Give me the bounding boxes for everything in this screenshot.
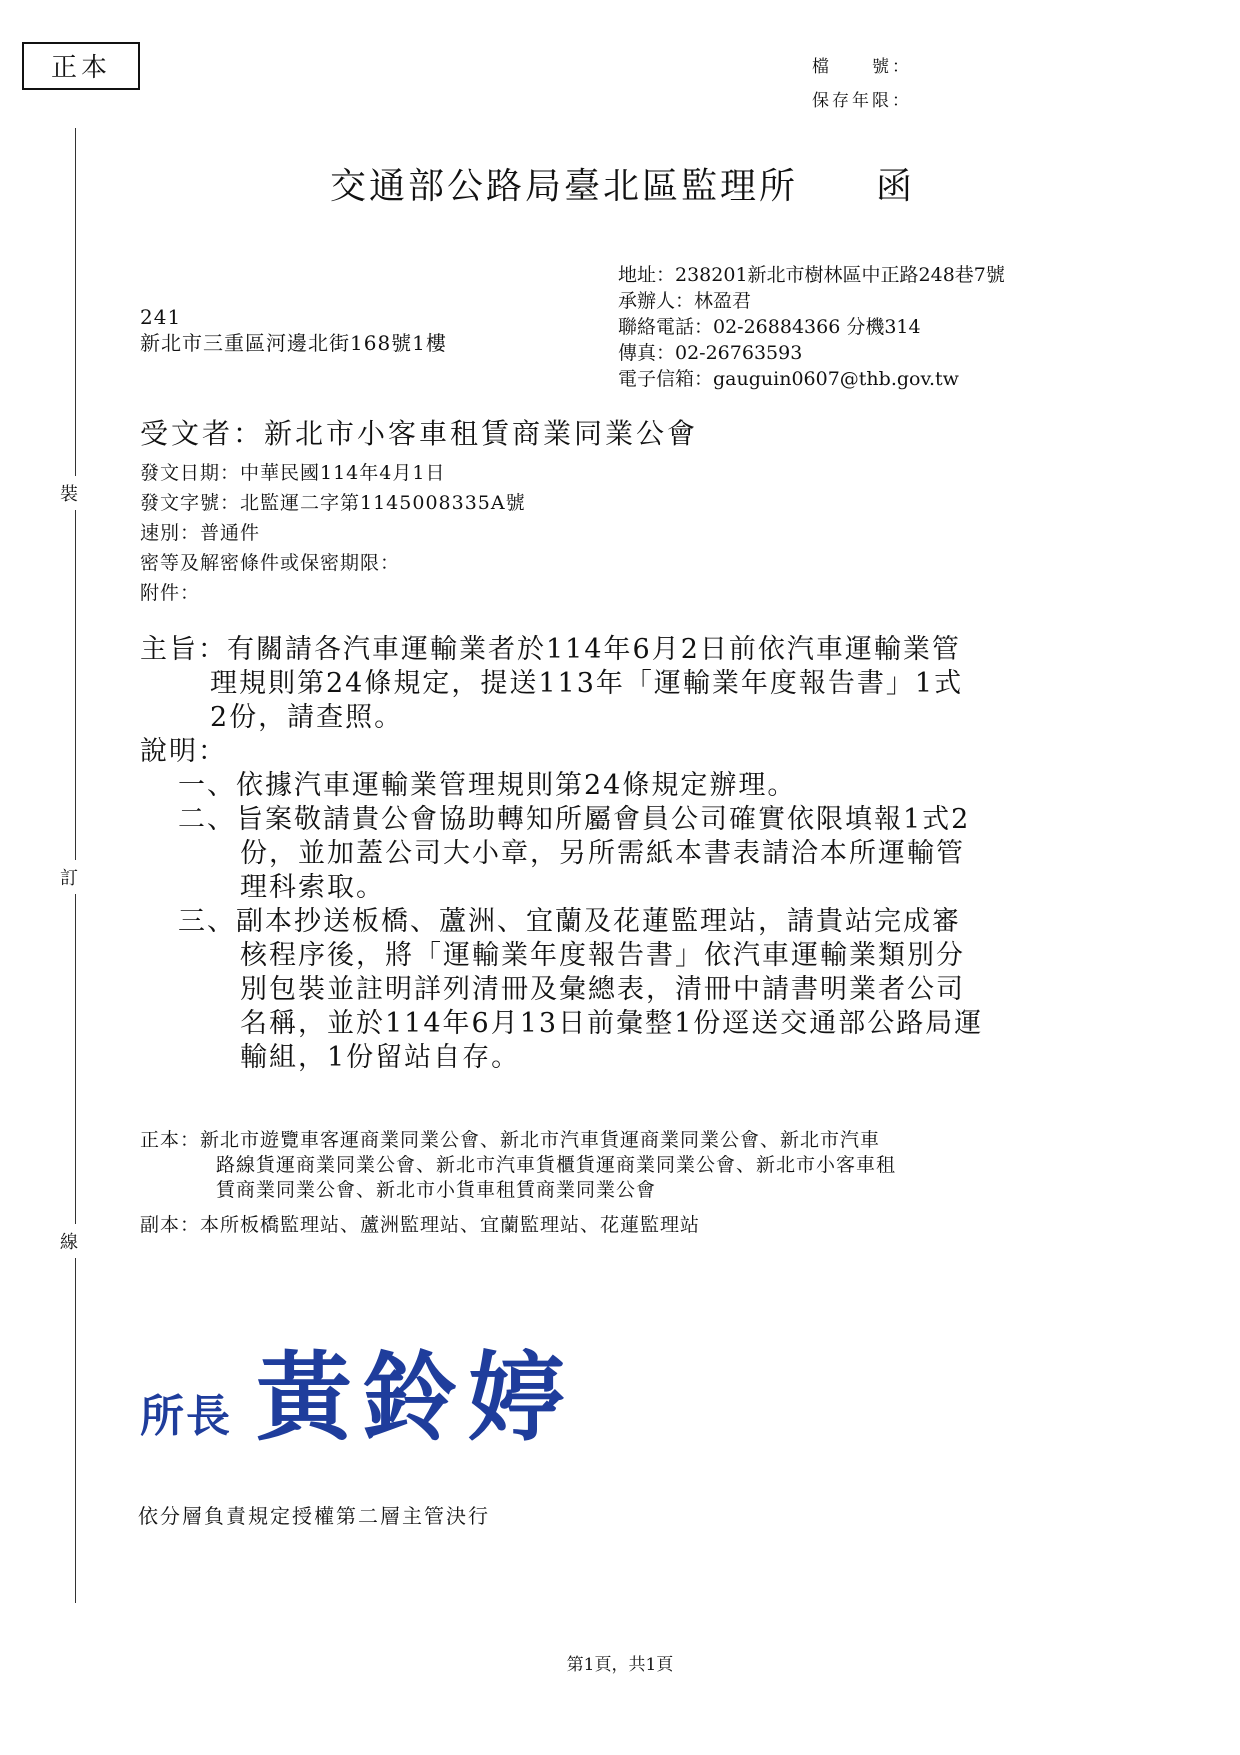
signature-title: 所長 — [140, 1391, 232, 1442]
issue-date: 發文日期：中華民國114年4月1日 — [140, 462, 446, 484]
explanation-item-2-cont: 理科索取。 — [240, 872, 385, 903]
explanation-item-2: 二、旨案敬請貴公會協助轉知所屬會員公司確實依限填報1式2 — [178, 804, 971, 835]
binding-mark-zhuang: 裝 — [60, 476, 78, 510]
explanation-item-3-cont: 名稱，並於114年6月13日前彙整1份逕送交通部公路局運 — [240, 1008, 984, 1039]
delegation-note: 依分層負責規定授權第二層主管決行 — [138, 1504, 490, 1528]
explanation-label: 說明： — [140, 736, 227, 767]
contact-block — [618, 262, 1005, 392]
main-recipients-cont: 賃商業同業公會、新北市小貨車租賃商業同業公會 — [216, 1179, 657, 1201]
recipient-line: 受文者：新北市小客車租賃商業同業公會 — [140, 417, 699, 450]
contact-address: 地址：238201新北市樹林區中正路248巷7號 — [618, 264, 1005, 286]
explanation-item-3-cont: 核程序後，將「運輸業年度報告書」依汽車運輸業類別分 — [240, 940, 965, 971]
file-number-label: 檔 號： — [812, 57, 912, 77]
document-number: 發文字號：北監運二字第1145008335A號 — [140, 492, 526, 514]
contact-officer: 承辦人：林盈君 — [618, 290, 752, 312]
subject-line: 主旨：有關請各汽車運輸業者於114年6月2日前依汽車運輸業管 — [140, 634, 961, 665]
mailing-address — [140, 304, 447, 356]
document-title: 交通部公路局臺北區監理所 函 — [330, 166, 916, 207]
director-signature — [140, 1322, 574, 1459]
contact-email: 電子信箱：gauguin0607@thb.gov.tw — [618, 368, 959, 390]
explanation-item-2-cont: 份，並加蓋公司大小章，另所需紙本書表請洽本所運輸管 — [240, 838, 965, 869]
urgency: 速別：普通件 — [140, 522, 261, 544]
binding-mark-xian: 線 — [60, 1224, 78, 1258]
explanation-item-3-cont: 別包裝並註明詳列清冊及彙總表，清冊中請書明業者公司 — [240, 974, 965, 1005]
explanation-item-1: 一、依據汽車運輸業管理規則第24條規定辦理。 — [178, 770, 797, 801]
explanation-section — [140, 735, 983, 1075]
binding-mark-ding: 訂 — [60, 860, 78, 894]
subject-line: 理規則第24條規定，提送113年「運輸業年度報告書」1式 — [210, 668, 964, 699]
copy-type-box: 正本 — [22, 42, 140, 90]
distribution-section — [140, 1128, 896, 1238]
explanation-item-3: 三、副本抄送板橋、蘆洲、宜蘭及花蓮監理站，請貴站完成審 — [178, 906, 961, 937]
main-recipients-cont: 路線貨運商業同業公會、新北市汽車貨櫃貨運商業同業公會、新北市小客車租 — [216, 1154, 897, 1176]
document-info — [140, 458, 526, 608]
signature-name: 黃鈴婷 — [256, 1341, 574, 1454]
subject-section — [140, 633, 963, 735]
contact-fax: 傳真：02-26763593 — [618, 342, 803, 364]
retention-period-label: 保存年限： — [812, 91, 912, 111]
main-recipients: 正本：新北市遊覽車客運商業同業公會、新北市汽車貨運商業同業公會、新北市汽車 — [140, 1129, 881, 1151]
explanation-item-3-cont: 輸組，1份留站自存。 — [240, 1042, 521, 1073]
attachments: 附件： — [140, 582, 201, 604]
classification: 密等及解密條件或保密期限： — [140, 552, 401, 574]
street-address: 新北市三重區河邊北街168號1樓 — [140, 331, 447, 355]
postal-code: 241 — [140, 305, 182, 329]
subject-line: 2份，請查照。 — [210, 702, 404, 733]
page-number: 第1頁，共1頁 — [566, 1655, 674, 1675]
carbon-copy: 副本：本所板橋監理站、蘆洲監理站、宜蘭監理站、花蓮監理站 — [140, 1214, 701, 1236]
contact-phone: 聯絡電話：02-26884366 分機314 — [618, 316, 921, 338]
